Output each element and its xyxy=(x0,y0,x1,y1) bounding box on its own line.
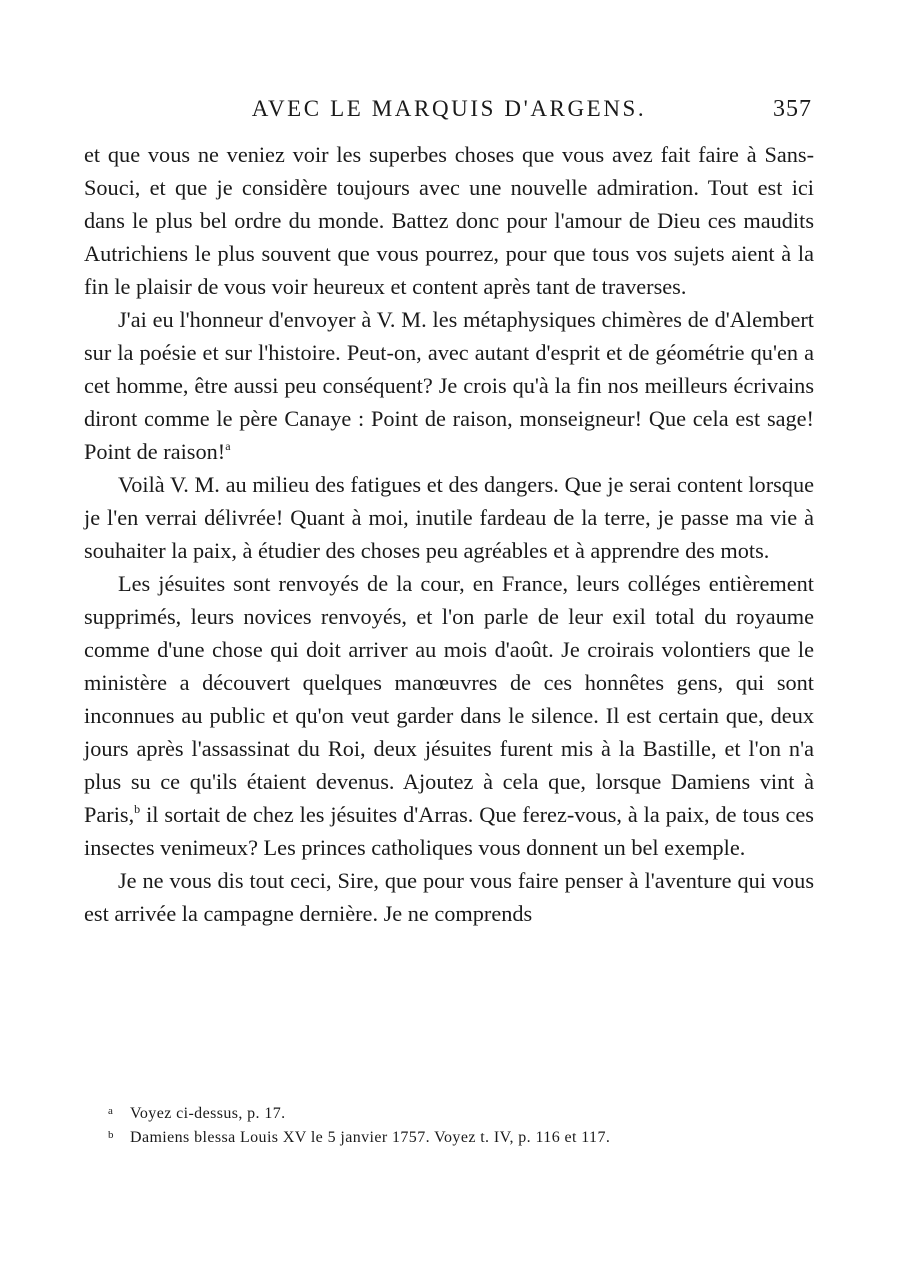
paragraph-1-text: et que vous ne veniez voir les superbes choses que vous avez fait faire à Sans-Souci, et que je considère toujours avec une nouvelle admiration. Tout est ici dans le plus bel ordre du monde. Battez donc pour l'amour de Dieu ces maudits Autrichiens le plus souvent que vous pourrez, pour que tous vos sujets aient à la fin le plaisir de vous voir heureux et content après tant de traverses. xyxy=(84,142,814,299)
footnote-text-b: Damiens blessa Louis XV le 5 janvier 1757. Voyez t. IV, p. 116 et 117. xyxy=(130,1129,611,1146)
paragraph-3 xyxy=(84,468,814,567)
footnote-ref-a: a xyxy=(225,439,231,453)
paragraph-1 xyxy=(84,138,814,303)
paragraph-2 xyxy=(84,303,814,468)
paragraph-5 xyxy=(84,864,814,930)
running-title: AVEC LE MARQUIS D'ARGENS. xyxy=(251,96,647,121)
footnote-a: a Voyez ci-dessus, p. 17. xyxy=(108,1105,286,1122)
paragraph-5-text: Je ne vous dis tout ceci, Sire, que pour vous faire penser à l'aventure qui vous est arrivée la campagne dernière. Je ne comprends xyxy=(84,868,814,926)
paragraph-4 xyxy=(84,567,814,864)
paragraph-4-text-before: Les jésuites sont renvoyés de la cour, en France, leurs colléges entièrement supprimés, leurs novices renvoyés, et l'on parle de leur exil total du royaume comme d'une chose qui doit arriver au mois d'août. Je croirais volontiers que le ministère a découvert quelques manœuvres de ces honnêtes gens, qui sont inconnues au public et qu'on veut garder dans le silence. Il est certain que, deux jours après l'assassinat du Roi, deux jésuites furent mis à la Bastille, et l'on n'a plus su ce qu'ils étaient devenus. Ajoutez à cela que, lorsque Damiens vint à Paris, xyxy=(84,571,814,827)
paragraph-2-text: J'ai eu l'honneur d'envoyer à V. M. les métaphysiques chimères de d'Alembert sur la poésie et sur l'histoire. Peut-on, avec autant d'esprit et de géométrie qu'en a cet homme, être aussi peu conséquent? Je crois qu'à la fin nos meilleurs écrivains diront comme le père Canaye : Point de raison, monseigneur! Que cela est sage! Point de raison! xyxy=(84,307,814,464)
footnotes xyxy=(108,1102,808,1150)
paragraph-3-text: Voilà V. M. au milieu des fatigues et des dangers. Que je serai content lorsque je l'en verrai délivrée! Quant à moi, inutile fardeau de la terre, je passe ma vie à souhaiter la paix, à étudier des choses peu agréables et à apprendre des mots. xyxy=(84,472,814,563)
footnote-text-a: Voyez ci-dessus, p. 17. xyxy=(130,1105,286,1122)
paragraph-4-text-after: il sortait de chez les jésuites d'Arras. Que ferez-vous, à la paix, de tous ces insectes venimeux? Les princes catholiques vous donnent un bel exemple. xyxy=(84,802,814,860)
footnote-ref-b: b xyxy=(134,802,141,816)
footnote-b: b Damiens blessa Louis XV le 5 janvier 1757. Voyez t. IV, p. 116 et 117. xyxy=(108,1129,611,1146)
body-text xyxy=(84,138,814,930)
page-number: 357 xyxy=(773,96,812,122)
running-head xyxy=(84,94,814,124)
